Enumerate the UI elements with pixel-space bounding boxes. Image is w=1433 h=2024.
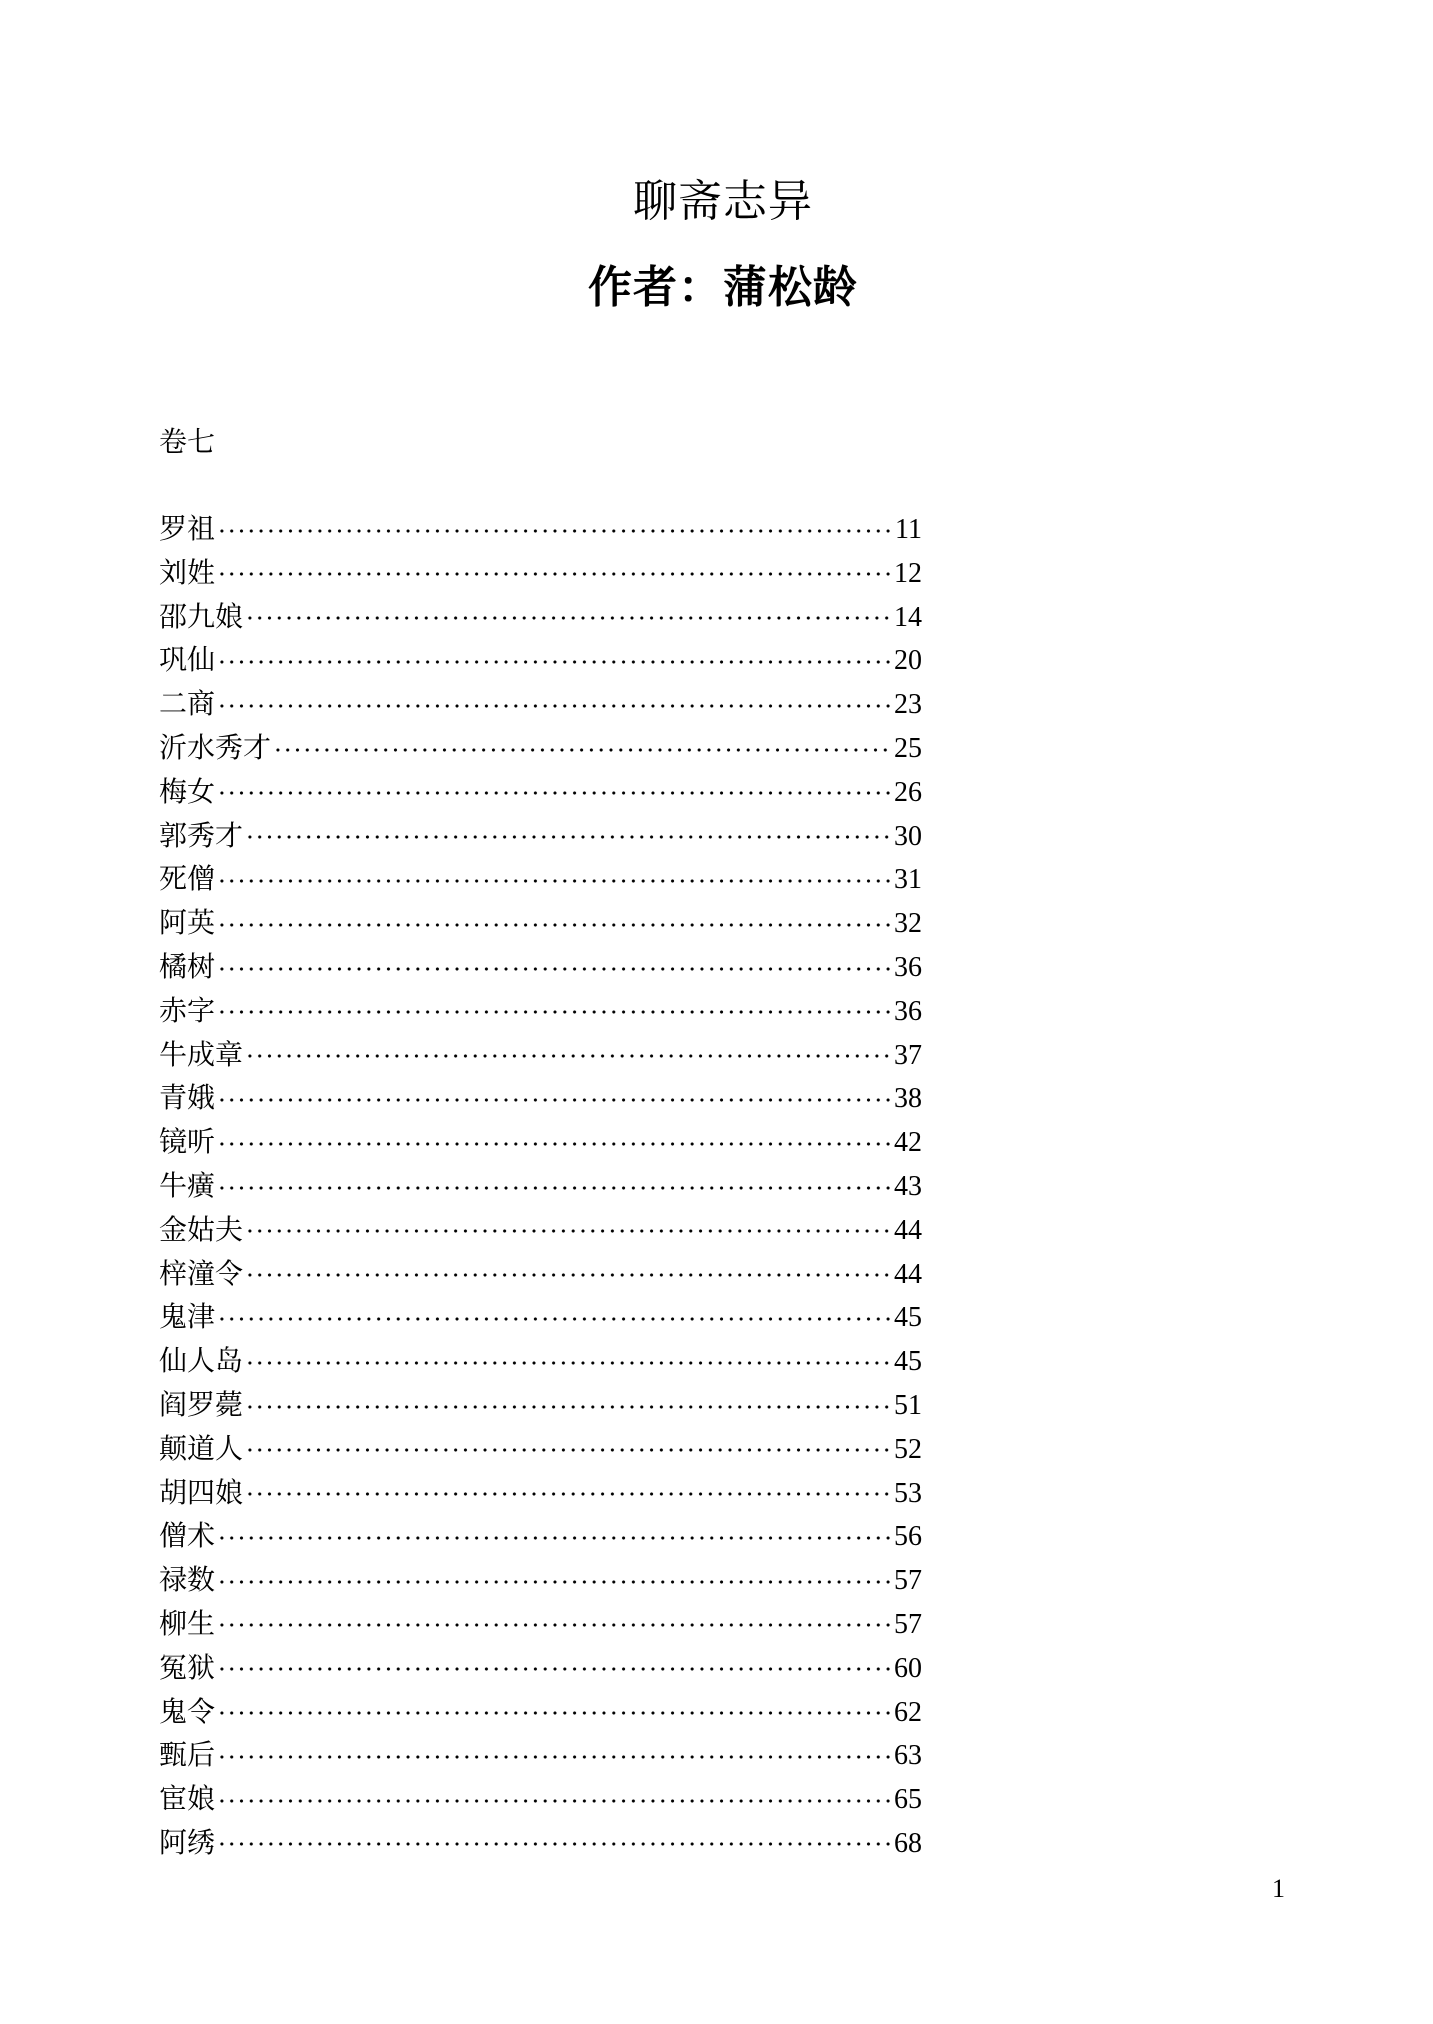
toc-dot-leader bbox=[245, 1472, 893, 1516]
toc-entry-title: 甄后 bbox=[159, 1740, 216, 1772]
toc-entry bbox=[159, 815, 922, 859]
toc-entry bbox=[159, 1559, 922, 1603]
toc-entry bbox=[159, 596, 922, 640]
toc-entry-title: 阿绣 bbox=[159, 1827, 216, 1859]
toc-entry-page-number: 44 bbox=[894, 1258, 922, 1290]
toc-dot-leader bbox=[217, 1603, 893, 1647]
toc-entry-page-number: 26 bbox=[894, 776, 922, 808]
toc-entry bbox=[159, 1472, 922, 1516]
toc-dot-leader bbox=[217, 858, 893, 902]
toc-entry-page-number: 38 bbox=[894, 1083, 922, 1115]
toc-entry bbox=[159, 1034, 922, 1078]
toc-entry-title: 牛成章 bbox=[159, 1039, 244, 1071]
toc-dot-leader bbox=[245, 1209, 893, 1253]
toc-dot-leader bbox=[217, 990, 893, 1034]
toc-dot-leader bbox=[217, 639, 893, 683]
toc-entry-page-number: 12 bbox=[894, 557, 922, 589]
toc-dot-leader bbox=[245, 1034, 893, 1078]
toc-entry-title: 赤字 bbox=[159, 995, 216, 1027]
toc-entry-page-number: 65 bbox=[894, 1784, 922, 1816]
toc-entry-title: 橘树 bbox=[159, 951, 216, 983]
toc-entry-title: 冤狱 bbox=[159, 1652, 216, 1684]
toc-entry-title: 禄数 bbox=[159, 1565, 216, 1597]
toc-entry-page-number: 57 bbox=[894, 1565, 922, 1597]
toc-dot-leader bbox=[245, 1428, 893, 1472]
toc-entry bbox=[159, 1296, 922, 1340]
toc-entry-page-number: 14 bbox=[894, 601, 922, 633]
toc-entry bbox=[159, 508, 922, 552]
toc-entry-page-number: 11 bbox=[895, 514, 922, 545]
toc-entry-page-number: 23 bbox=[894, 689, 922, 721]
toc-entry bbox=[159, 1778, 922, 1822]
toc-entry-page-number: 51 bbox=[894, 1389, 922, 1421]
toc-entry bbox=[159, 552, 922, 596]
toc-dot-leader bbox=[245, 1253, 893, 1297]
toc-entry-title: 死僧 bbox=[159, 864, 216, 896]
toc-entry bbox=[159, 1077, 922, 1121]
toc-dot-leader bbox=[217, 1734, 893, 1778]
volume-heading: 卷七 bbox=[159, 427, 216, 458]
toc-dot-leader bbox=[273, 727, 893, 771]
toc-entry-title: 巩仙 bbox=[159, 645, 216, 677]
toc-entry-title: 胡四娘 bbox=[159, 1477, 244, 1509]
toc-entry-page-number: 56 bbox=[894, 1521, 922, 1553]
toc-entry-title: 青娥 bbox=[159, 1083, 216, 1115]
toc-entry-title: 颠道人 bbox=[159, 1433, 244, 1465]
toc-entry bbox=[159, 1121, 922, 1165]
toc-entry bbox=[159, 1515, 922, 1559]
toc-dot-leader bbox=[217, 1077, 893, 1121]
toc-entry-page-number: 68 bbox=[894, 1827, 922, 1859]
toc-entry bbox=[159, 1822, 922, 1866]
toc-entry bbox=[159, 1209, 922, 1253]
toc-dot-leader bbox=[217, 1647, 893, 1691]
toc-entry bbox=[159, 1691, 922, 1735]
toc-dot-leader bbox=[217, 1121, 893, 1165]
author-line: 作者：蒲松龄 bbox=[588, 262, 858, 313]
toc-entry-page-number: 25 bbox=[894, 732, 922, 764]
toc-dot-leader bbox=[217, 552, 893, 596]
toc-entry-title: 梓潼令 bbox=[159, 1258, 244, 1290]
toc-entry bbox=[159, 639, 922, 683]
toc-entry bbox=[159, 1603, 922, 1647]
toc-entry-page-number: 30 bbox=[894, 820, 922, 852]
toc-dot-leader bbox=[217, 1778, 893, 1822]
toc-entry-page-number: 20 bbox=[894, 645, 922, 677]
toc-entry-title: 鬼令 bbox=[159, 1696, 216, 1728]
toc-entry-title: 梅女 bbox=[159, 776, 216, 808]
toc-dot-leader bbox=[245, 596, 893, 640]
toc-entry bbox=[159, 1340, 922, 1384]
table-of-contents bbox=[159, 508, 922, 1866]
book-title: 聊斋志异 bbox=[633, 176, 813, 227]
toc-entry bbox=[159, 902, 922, 946]
toc-entry-title: 镜听 bbox=[159, 1127, 216, 1159]
toc-entry bbox=[159, 1253, 922, 1297]
toc-dot-leader bbox=[245, 1340, 893, 1384]
toc-entry-page-number: 31 bbox=[894, 864, 922, 896]
toc-entry bbox=[159, 1384, 922, 1428]
toc-entry bbox=[159, 1734, 922, 1778]
toc-entry-title: 牛癀 bbox=[159, 1170, 216, 1202]
toc-entry-title: 僧术 bbox=[159, 1521, 216, 1553]
toc-entry-title: 沂水秀才 bbox=[159, 732, 272, 764]
toc-entry-page-number: 36 bbox=[894, 951, 922, 983]
toc-entry-title: 罗祖 bbox=[159, 514, 216, 545]
toc-entry-page-number: 45 bbox=[894, 1346, 922, 1378]
toc-dot-leader bbox=[217, 1165, 893, 1209]
toc-entry-title: 仙人岛 bbox=[159, 1346, 244, 1378]
toc-entry bbox=[159, 990, 922, 1034]
toc-entry-title: 二商 bbox=[159, 689, 216, 721]
toc-entry-page-number: 62 bbox=[894, 1696, 922, 1728]
toc-entry-title: 阎罗薨 bbox=[159, 1389, 244, 1421]
toc-entry-title: 金姑夫 bbox=[159, 1214, 244, 1246]
toc-entry-title: 鬼津 bbox=[159, 1302, 216, 1334]
toc-entry bbox=[159, 727, 922, 771]
page-number: 1 bbox=[1272, 1874, 1285, 1903]
toc-dot-leader bbox=[217, 683, 893, 727]
toc-dot-leader bbox=[217, 1559, 893, 1603]
toc-dot-leader bbox=[217, 1691, 893, 1735]
toc-entry-title: 阿英 bbox=[159, 908, 216, 940]
toc-entry-page-number: 63 bbox=[894, 1740, 922, 1772]
toc-dot-leader bbox=[245, 815, 893, 859]
toc-entry bbox=[159, 858, 922, 902]
toc-entry bbox=[159, 1165, 922, 1209]
toc-dot-leader bbox=[217, 508, 894, 552]
toc-dot-leader bbox=[245, 1384, 893, 1428]
toc-dot-leader bbox=[217, 946, 893, 990]
toc-entry bbox=[159, 683, 922, 727]
toc-entry-page-number: 45 bbox=[894, 1302, 922, 1334]
toc-entry-page-number: 60 bbox=[894, 1652, 922, 1684]
toc-entry-page-number: 37 bbox=[894, 1039, 922, 1071]
toc-entry bbox=[159, 1647, 922, 1691]
toc-dot-leader bbox=[217, 771, 893, 815]
toc-entry bbox=[159, 1428, 922, 1472]
toc-entry-page-number: 53 bbox=[894, 1477, 922, 1509]
toc-entry-title: 宦娘 bbox=[159, 1784, 216, 1816]
toc-entry-title: 刘姓 bbox=[159, 557, 216, 589]
toc-entry-page-number: 32 bbox=[894, 908, 922, 940]
toc-entry-page-number: 57 bbox=[894, 1608, 922, 1640]
toc-entry-page-number: 42 bbox=[894, 1127, 922, 1159]
toc-entry bbox=[159, 771, 922, 815]
toc-entry-title: 柳生 bbox=[159, 1608, 216, 1640]
toc-dot-leader bbox=[217, 1296, 893, 1340]
toc-dot-leader bbox=[217, 902, 893, 946]
toc-entry-page-number: 43 bbox=[894, 1170, 922, 1202]
toc-entry-page-number: 44 bbox=[894, 1214, 922, 1246]
toc-entry-title: 邵九娘 bbox=[159, 601, 244, 633]
toc-entry-page-number: 36 bbox=[894, 995, 922, 1027]
toc-dot-leader bbox=[217, 1515, 893, 1559]
toc-entry bbox=[159, 946, 922, 990]
toc-dot-leader bbox=[217, 1822, 893, 1866]
toc-entry-title: 郭秀才 bbox=[159, 820, 244, 852]
toc-entry-page-number: 52 bbox=[894, 1433, 922, 1465]
